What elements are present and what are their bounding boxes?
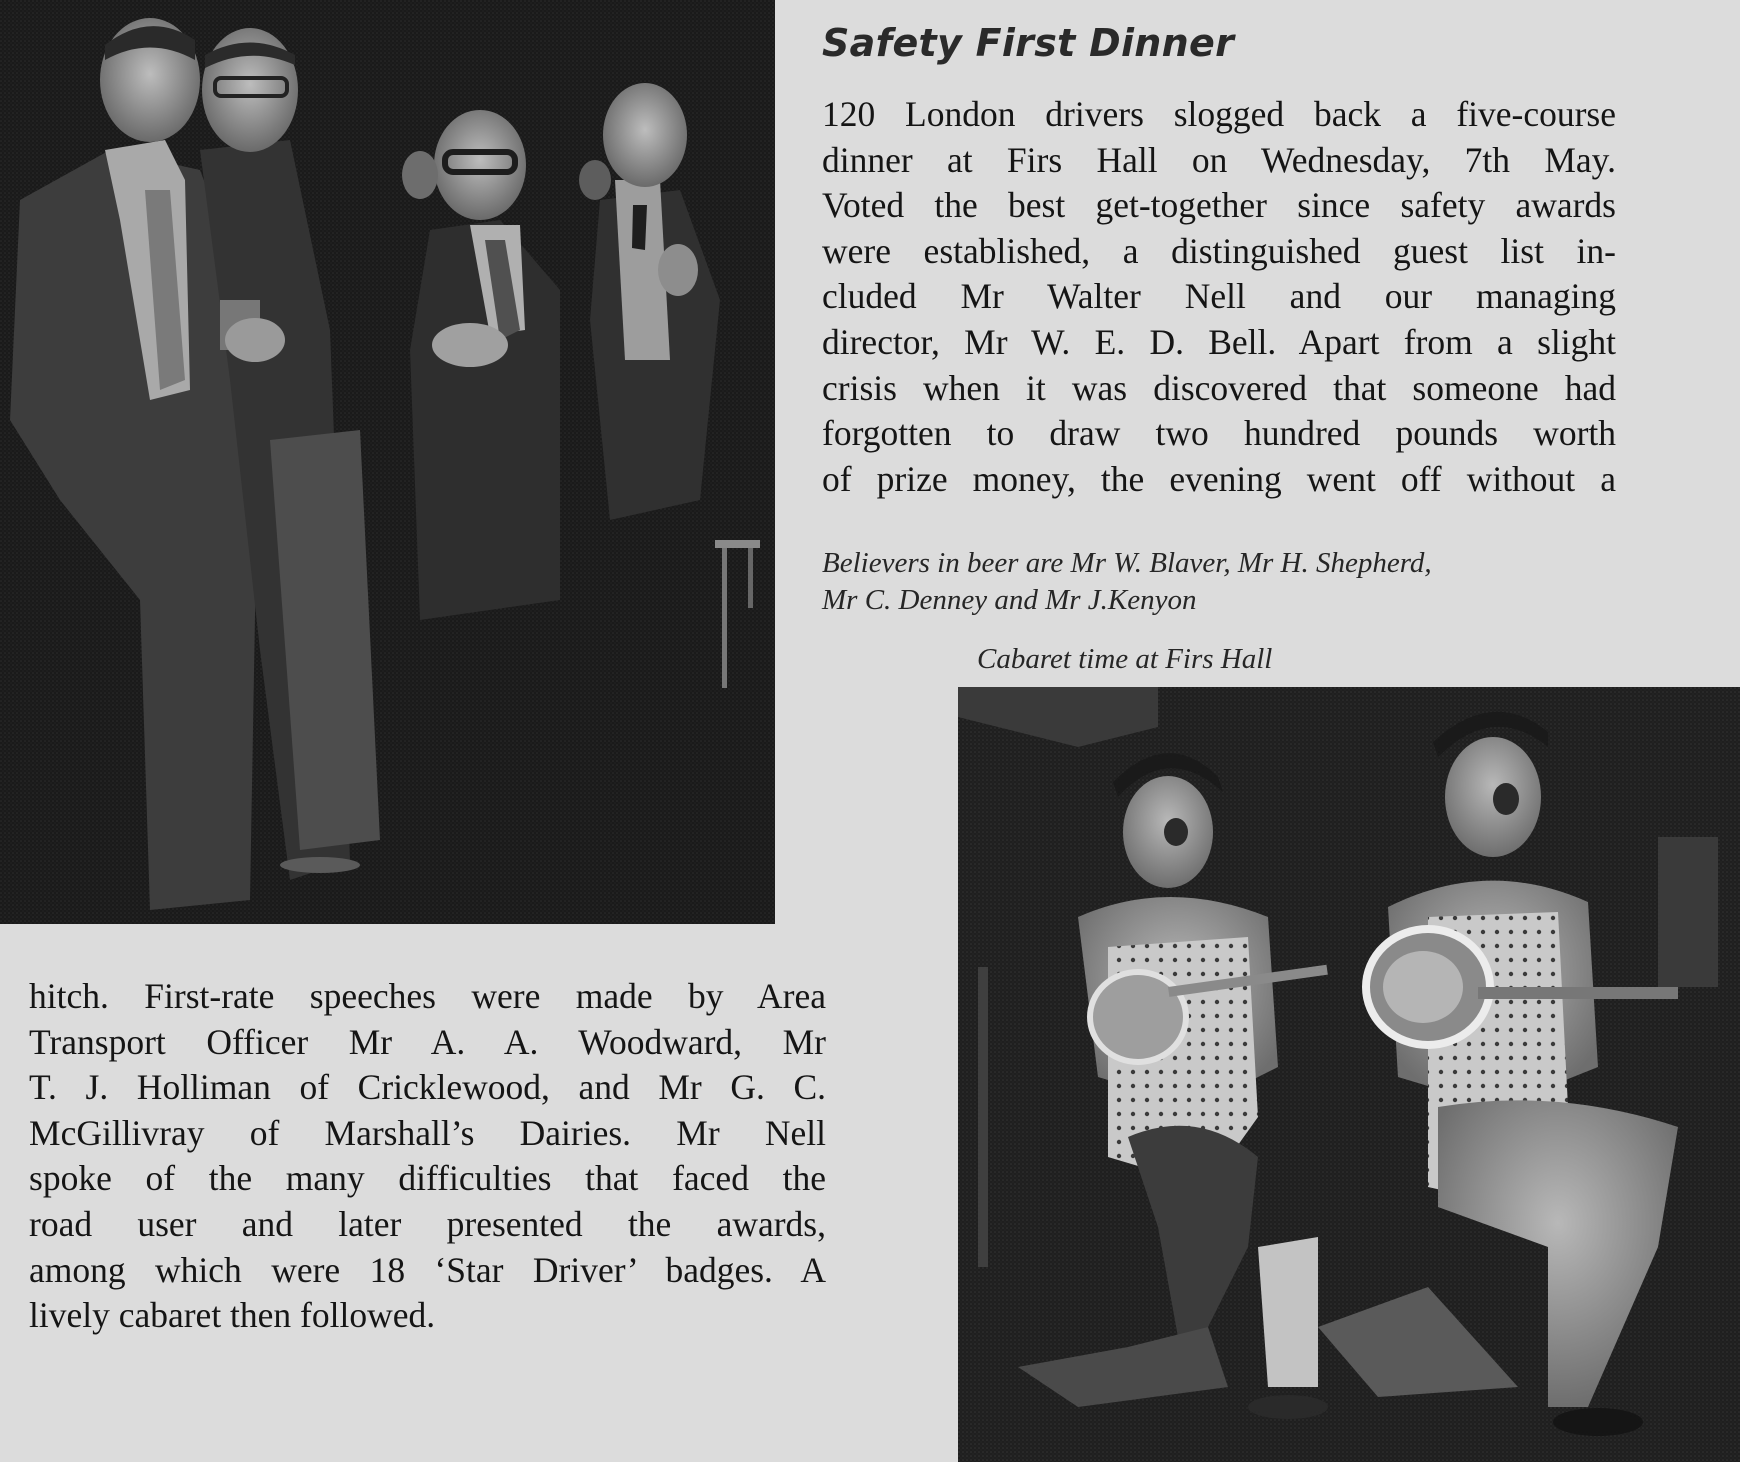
- caption-cabaret-photo: Cabaret time at Firs Hall: [977, 643, 1273, 675]
- body-line: 120 London drivers slogged back a five-course: [822, 94, 1616, 134]
- photo-men-image: [0, 0, 775, 924]
- body-line: cluded Mr Walter Nell and our managing: [822, 276, 1616, 317]
- body-line: Voted the best get-together since safety awards: [822, 185, 1616, 226]
- body-line: were established, a distinguished guest list in-: [822, 230, 1616, 271]
- body-line: among which were 18 ‘Star Driver’ badges. A: [29, 1249, 826, 1290]
- photo-cabaret: [958, 687, 1740, 1462]
- photo-cabaret-image: [958, 687, 1740, 1462]
- body-line: forgotten to draw two hundred pounds worth: [822, 413, 1616, 454]
- body-line: director, Mr W. E. D. Bell. Apart from a slight: [822, 321, 1616, 362]
- caption-men-photo: [822, 545, 1432, 619]
- body-line: dinner at Firs Hall on Wednesday, 7th May.: [822, 139, 1616, 180]
- body-line: hitch. First-rate speeches were made by Area: [29, 976, 826, 1016]
- body-line: Transport Officer Mr A. A. Woodward, Mr: [29, 1021, 826, 1062]
- article-body-bottom: [29, 974, 826, 1339]
- body-line: crisis when it was discovered that someone had: [822, 367, 1616, 408]
- photo-men-with-beer: [0, 0, 775, 924]
- body-line: McGillivray of Marshall’s Dairies. Mr Nell: [29, 1112, 826, 1153]
- article-title: Safety First Dinner: [822, 21, 1235, 65]
- body-line: T. J. Holliman of Cricklewood, and Mr G. C.: [29, 1067, 826, 1108]
- body-line: spoke of the many difficulties that faced the: [29, 1158, 826, 1199]
- caption-line: Believers in beer are Mr W. Blaver, Mr H. Shepherd,: [822, 547, 1432, 579]
- body-line: lively cabaret then followed.: [29, 1295, 436, 1336]
- caption-line: Mr C. Denney and Mr J.Kenyon: [822, 584, 1197, 616]
- body-line: of prize money, the evening went off without a: [822, 458, 1616, 499]
- body-line: road user and later presented the awards,: [29, 1203, 826, 1244]
- article-body-top: [822, 92, 1616, 502]
